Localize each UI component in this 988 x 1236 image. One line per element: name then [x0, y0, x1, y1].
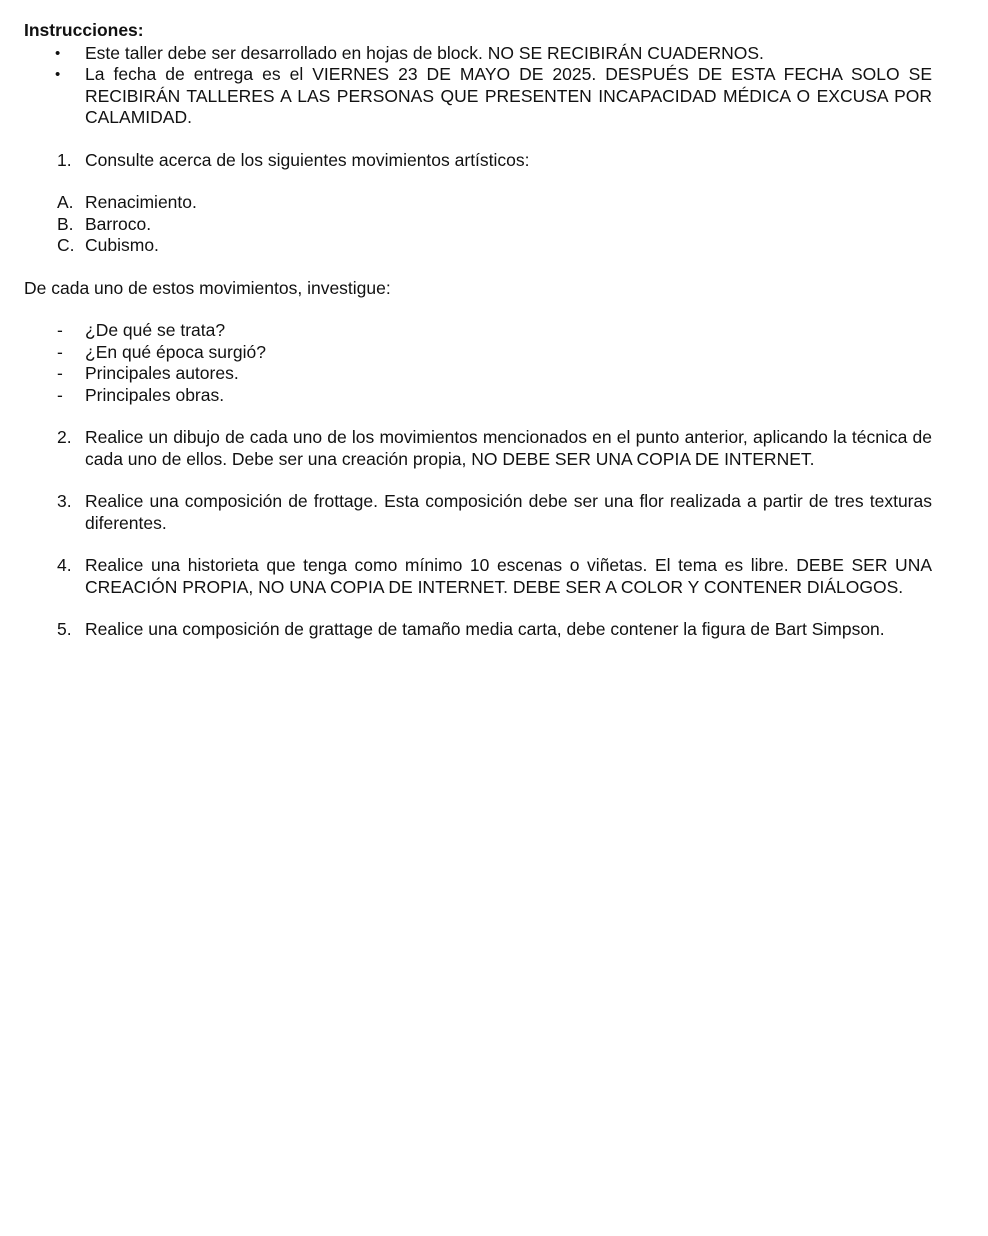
investigate-text: ¿De qué se trata? — [85, 320, 226, 340]
movement-item — [24, 192, 932, 214]
question-number: 1. — [57, 149, 72, 170]
movement-name: Barroco. — [85, 213, 152, 234]
question-3 — [24, 491, 932, 534]
instruction-bullet — [24, 43, 932, 65]
investigate-item — [24, 385, 932, 407]
investigate-item — [24, 342, 932, 364]
movement-item — [24, 214, 932, 236]
dash-icon: - — [57, 384, 63, 405]
question-text: Realice una composición de grattage de tamaño media carta, debe contener la figura de Bart Simpson. — [85, 619, 885, 639]
question-4 — [24, 555, 932, 598]
instruction-text: Este taller debe ser desarrollado en hojas de block. NO SE RECIBIRÁN CUADERNOS. — [85, 42, 764, 63]
question-1 — [24, 150, 932, 172]
dash-icon: - — [57, 341, 63, 362]
question-text: Consulte acerca de los siguientes movimientos artísticos: — [85, 149, 530, 170]
movement-letter: B. — [57, 213, 74, 234]
movement-letter: A. — [57, 192, 74, 212]
dash-icon: - — [57, 363, 63, 383]
movement-item — [24, 235, 932, 257]
investigate-intro: De cada uno de estos movimientos, investigue: — [24, 277, 391, 298]
dash-icon: - — [57, 320, 63, 340]
movement-name: Renacimiento. — [85, 192, 197, 212]
question-text: Realice una composición de frottage. Esta composición debe ser una flor realizada a partir de tres texturas diferentes. — [85, 491, 932, 533]
investigate-text: ¿En qué época surgió? — [85, 341, 266, 362]
question-number: 2. — [57, 427, 72, 447]
instruction-bullet — [24, 64, 932, 129]
question-number: 3. — [57, 491, 72, 511]
question-number: 5. — [57, 619, 72, 639]
bullet-icon: • — [55, 66, 61, 83]
instructions-title: Instrucciones: — [24, 20, 144, 40]
movement-letter: C. — [57, 235, 75, 255]
investigate-item — [24, 363, 932, 385]
question-text: Realice un dibujo de cada uno de los movimientos mencionados en el punto anterior, aplicando la técnica de cada uno de ellos. Debe ser una creación propia, NO DEBE SER UNA COPIA DE INTERNET. — [85, 427, 932, 469]
investigate-text: Principales obras. — [85, 384, 225, 405]
question-number: 4. — [57, 555, 72, 575]
investigate-text: Principales autores. — [85, 363, 239, 383]
movement-name: Cubismo. — [85, 235, 159, 255]
question-text: Realice una historieta que tenga como mínimo 10 escenas o viñetas. El tema es libre. DEBE SER UNA CREACIÓN PROPIA, NO UNA COPIA DE INTERNET. DEBE SER A COLOR Y CONTENER DIÁLOGOS. — [85, 555, 932, 597]
question-5 — [24, 619, 932, 641]
question-2 — [24, 427, 932, 470]
investigate-item — [24, 320, 932, 342]
instruction-text: La fecha de entrega es el VIERNES 23 DE MAYO DE 2025. DESPUÉS DE ESTA FECHA SOLO SE RECIBIRÁN TALLERES A LAS PERSONAS QUE PRESENTEN INCAPACIDAD MÉDICA O EXCUSA POR CALAMIDAD. — [85, 64, 932, 127]
bullet-icon: • — [55, 44, 61, 62]
